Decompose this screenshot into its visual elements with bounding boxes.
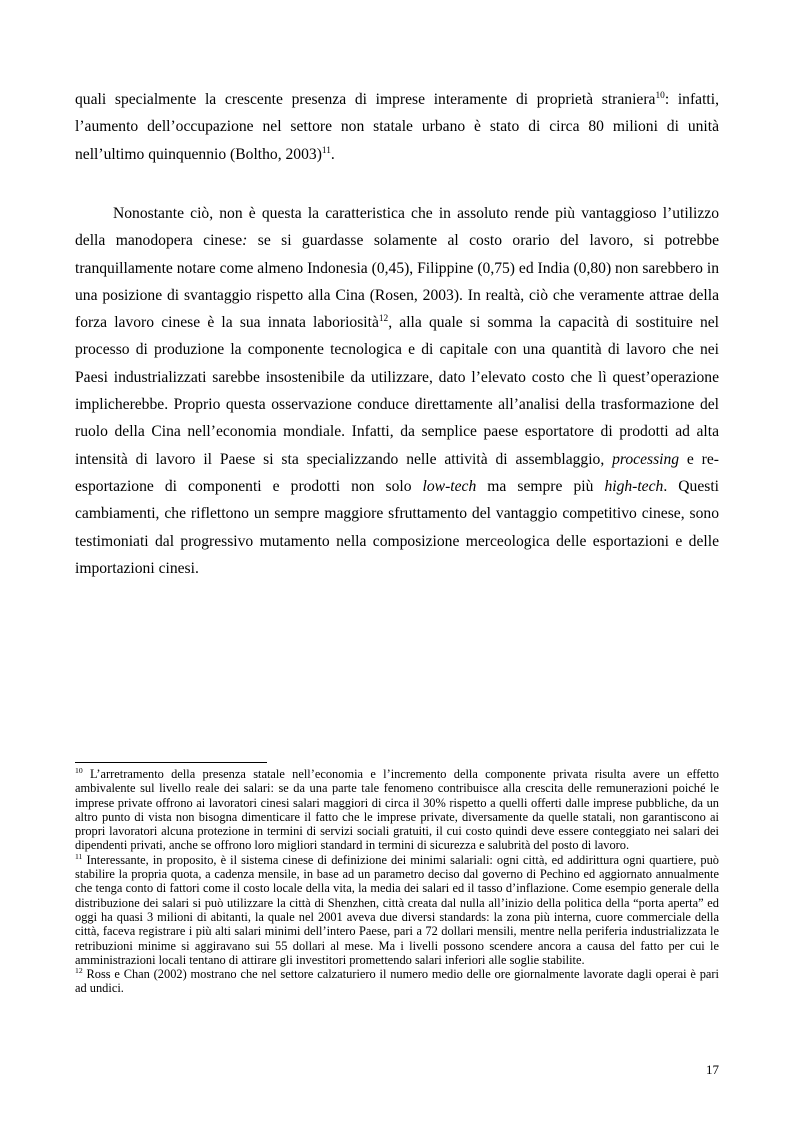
paragraph-text: : infatti, l’aumento dell’occupazione nel settore non statale urbano è stato di circa 80 milioni di unità nell’ultimo quinquennio (Boltho, 2003) xyxy=(75,91,719,163)
footnote-text: Interessante, in proposito, è il sistema cinese di definizione dei minimi salariali: ogni città, ed addirittura ogni quartiere, può stabilire la propria quota, a cadenza mensile, in base ad un parametro deciso dal governo di Pechino ed aggiornato annualmente che tenga conto di fattori come il costo locale della vita, la media dei salari ed il tasso d’inflazione. Come esempio generale della distribuzione dei salari si può utilizzare la città di Shenzhen, città creata dal nulla all’inizio della politica della “porta aperta” ed oggi ha quasi 3 milioni di abitanti, la quale nel 2001 aveva due diversi standards: la zona più interna, cuore commerciale della città, faceva registrare i più alti salari minimi dell’intero Paese, pari a 72 dollari mensili, mentre nella periferia industrializzata le retribuzioni minime si aggiravano sui 55 dollari al mese. Ma i livelli possono scendere ancora a causa del fatto per cui le amministrazioni locali tentano di attirare gli investitori promettendo salari inferiori alle soglie stabilite. xyxy=(75,852,719,967)
footnote-text: L’arretramento della presenza statale nell’economia e l’incremento della componente privata risulta avere un effetto ambivalente sul livello reale dei salari: se da una parte tale fenomeno contribuisce alla crescita delle remunerazioni poiché le imprese private offrono ai lavoratori cinesi salari maggiori di circa il 30% rispetto a quelli offerti dalle imprese pubbliche, da un altro punto di vista non bisogna dimenticare il fatto che le imprese private, diversamente da quelle statali, non garantiscono ai propri lavoratori alcuna protezione in termini di servizi sociali gratuiti, il cui costo quindi deve essere conteggiato nei salari dei dipendenti privati, anche se offrono loro migliori standard in termini di sicurezza e salubrità del posto di lavoro. xyxy=(75,767,719,853)
document-page xyxy=(75,0,719,1123)
footnote-text: Ross e Chan (2002) mostrano che nel settore calzaturiero il numero medio delle ore giornalmente lavorate dagli operai è pari ad undici. xyxy=(75,967,719,996)
paragraph-text: , alla quale si somma la capacità di sostituire nel processo di produzione la componente tecnologica e di capitale con una quantità di lavoro che nei Paesi industrializzati sarebbe insostenibile da utilizzare, dato l’elevato costo che lì quest’operazione implicherebbe. Proprio questa osservazione conduce direttamente all’analisi della trasformazione del ruolo della Cina nell’economia mondiale. Infatti, da semplice paese esportatore di prodotti ad alta intensità di lavoro il Paese si sta specializzando nelle attività di assemblaggio, xyxy=(75,314,719,468)
footnote-number: 10 xyxy=(75,765,83,775)
paragraph-text: . Questi cambiamenti, che riflettono un sempre maggiore sfruttamento del vantaggio competitivo cinese, sono testimoniati dal progressivo mutamento nella composizione merceologica delle esportazioni e delle importazioni cinesi. xyxy=(75,477,719,577)
paragraph-main xyxy=(75,200,719,582)
paragraph-text: : xyxy=(242,232,248,250)
paragraph-continuation xyxy=(75,86,719,168)
page-number: 17 xyxy=(706,1062,719,1077)
footnote-number: 12 xyxy=(75,966,83,976)
italic-term: low-tech xyxy=(422,477,477,495)
footnote xyxy=(75,767,719,853)
paragraph-text: e re-esportazione di componenti e prodotti non solo xyxy=(75,450,719,495)
paragraph-text: se si guardasse solamente al costo orario del lavoro, si potrebbe tranquillamente notare come almeno Indonesia (0,45), Filippine (0,75) ed India (0,80) non sarebbero in una posizione di svantaggio rispetto alla Cina (Rosen, 2003). In realtà, ciò che veramente attrae della forza lavoro cinese è la sua innata laboriosità xyxy=(75,232,719,332)
footnote-reference[interactable]: 10 xyxy=(655,90,665,101)
footnote-number: 11 xyxy=(75,851,83,861)
footnotes-section xyxy=(75,767,719,996)
paragraph-text: Nonostante ciò, non è questa la caratteristica che in assoluto rende più vantaggioso l’utilizzo della manodopera cinese xyxy=(75,205,719,250)
footnote-reference[interactable]: 11 xyxy=(321,145,331,156)
italic-term: high-tech xyxy=(604,477,664,495)
italic-term: processing xyxy=(612,450,680,468)
paragraph-text: quali specialmente la crescente presenza di imprese interamente di proprietà straniera xyxy=(75,91,656,108)
paragraph-text: ma sempre più xyxy=(476,477,605,495)
footnote-separator xyxy=(75,762,267,763)
footnote xyxy=(75,853,719,967)
footnote-reference[interactable]: 12 xyxy=(378,314,389,324)
footnote xyxy=(75,967,719,996)
paragraph-text: . xyxy=(330,145,335,163)
